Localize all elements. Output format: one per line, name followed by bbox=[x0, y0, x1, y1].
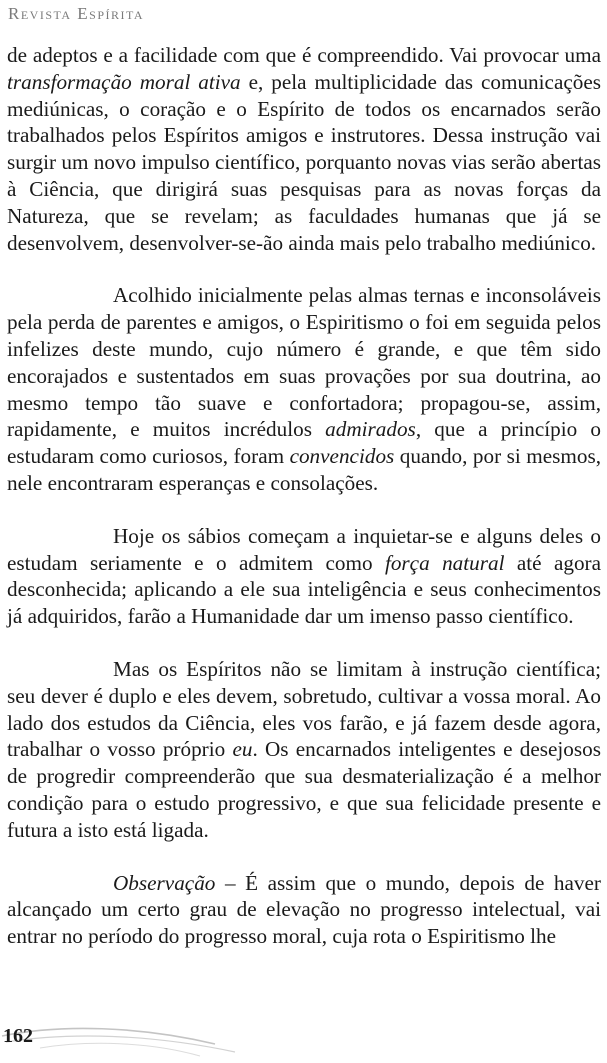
paragraph-1 bbox=[7, 42, 601, 256]
paragraph-2 bbox=[7, 282, 601, 496]
text-segment: , que a princípio o estudaram como curiosos, foram bbox=[7, 417, 601, 469]
page-number: 162 bbox=[3, 1025, 33, 1047]
text-segment: de adeptos e a facilidade com que é compreendido. Vai provocar uma bbox=[7, 43, 601, 67]
text-segment: e, pela multiplicidade das comunicações mediúnicas, o coração e o Espírito de todos os encarnados serão trabalhados pelos Espíritos amigos e instrutores. Dessa instrução vai surgir um novo impulso científico, porquanto novas vias serão abertas à Ciência, que dirigirá suas pesquisas para as novas forças da Natureza, que se revelam; as faculdades humanas que já se desenvolvem, desenvolver-se-ão ainda mais pelo trabalho mediúnico. bbox=[7, 69, 601, 255]
italic-segment: convencidos bbox=[289, 444, 395, 469]
text-segment: – É assim que o mundo, depois de haver alcançado um certo grau de elevação no progresso intelectual, vai entrar no período do progresso moral, cuja rota o Espiritismo lhe bbox=[7, 870, 601, 949]
running-header: Revista Espírita bbox=[8, 4, 145, 23]
italic-segment: força natural bbox=[384, 550, 505, 575]
decorative-swoosh-icon bbox=[0, 1018, 240, 1063]
italic-segment: Observação bbox=[113, 870, 216, 895]
text-segment: quando, por si mesmos, nele encontraram esperanças e consolações. bbox=[7, 444, 601, 495]
paragraph-3 bbox=[7, 523, 601, 630]
text-segment: Acolhido inicialmente pelas almas ternas e inconsoláveis pela perda de parentes e amigos, o Espiritismo o foi em seguida pelos infelizes deste mundo, cujo número é grande, e que têm sido encorajados e sustentados em suas provações por sua doutrina, ao mesmo tempo tão suave e confortadora; propagou-se, assim, rapidamente, e muitos incrédulos bbox=[7, 283, 601, 442]
page-body bbox=[7, 42, 601, 950]
italic-segment: eu bbox=[232, 737, 253, 762]
italic-segment: admirados bbox=[325, 417, 416, 442]
italic-segment: transformação moral ativa bbox=[7, 69, 241, 94]
paragraph-4 bbox=[7, 656, 601, 844]
text-segment: até agora desconhecida; aplicando a ele sua inteligência e seus conhecimentos já adquiridos, farão a Humanidade dar um imenso passo científico. bbox=[7, 550, 602, 629]
text-segment: Mas os Espíritos não se limitam à instrução científica; seu dever é duplo e eles devem, sobretudo, cultivar a vossa moral. Ao lado dos estudos da Ciência, eles vos farão, e já fazem desde agora, trabalhar o vosso próprio bbox=[7, 656, 601, 762]
text-segment: Hoje os sábios começam a inquietar-se e alguns deles o estudam seriamente e o admitem como bbox=[7, 523, 601, 575]
text-segment: . Os encarnados inteligentes e desejosos de progredir compreenderão que sua desmaterialização é a melhor condição para o estudo progressivo, e que sua felicidade presente e futura a isto está ligada. bbox=[7, 737, 601, 842]
paragraph-5 bbox=[7, 870, 601, 950]
page-footer bbox=[0, 1018, 607, 1063]
